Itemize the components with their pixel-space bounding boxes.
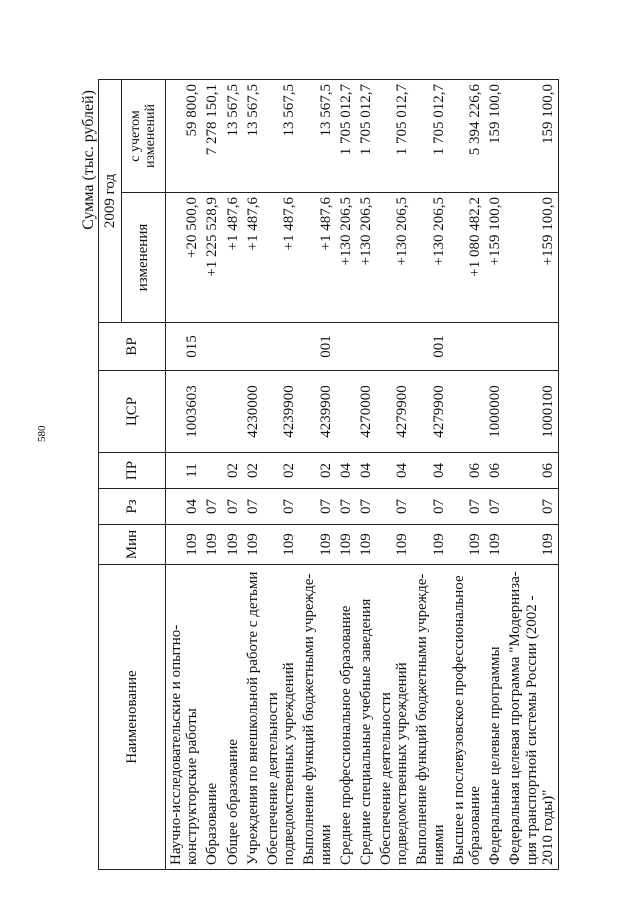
row-pr: 06 [505,453,558,489]
row-csr: 4239900 [263,371,299,453]
row-min: 109 [412,525,448,565]
row-total: 5 394 226,6 [449,79,485,192]
row-name: Образование [202,565,222,870]
row-min: 109 [166,525,203,565]
col-header-with-change: с учетом изменений [122,79,166,192]
page-number: 580 [36,425,48,442]
row-name: Высшее и послевузовское профессиональное образование [449,565,485,870]
row-rz: 07 [202,489,222,525]
table-row [336,79,356,869]
row-change: +1 487,6 [299,193,335,323]
row-min: 109 [202,525,222,565]
row-change: +130 206,5 [336,193,356,323]
row-csr [449,371,485,453]
row-min: 109 [263,525,299,565]
budget-table [98,79,559,870]
row-pr: 04 [376,453,412,489]
row-vr [449,323,485,371]
row-vr: 015 [166,323,203,371]
row-csr [202,371,222,453]
col-header-pr: ПР [99,453,166,489]
row-csr: 4270000 [356,371,376,453]
row-change: +159 100,0 [485,193,505,323]
row-pr: 04 [336,453,356,489]
row-change: +130 206,5 [376,193,412,323]
col-header-name: Наименование [99,565,166,870]
row-total: 159 100,0 [485,79,505,192]
row-pr: 04 [412,453,448,489]
row-rz: 07 [356,489,376,525]
row-name: Обеспечение деятельности подведомственных учреждений [263,565,299,870]
row-change: +159 100,0 [505,193,558,323]
row-csr: 4239900 [299,371,335,453]
row-change: +1 487,6 [263,193,299,323]
row-name: Выполнение функций бюджетными учрежде-ниями [412,565,448,870]
row-name: Обеспечение деятельности подведомственных учреждений [376,565,412,870]
table-row [263,79,299,869]
row-csr: 4279900 [412,371,448,453]
table-row [449,79,485,869]
row-rz: 07 [449,489,485,525]
col-header-csr: ЦСР [99,371,166,453]
row-name: Федеральная целевая программа "Модерниза-ция транспортной системы России (2002 - 2010 годы)" [505,565,558,870]
row-pr: 02 [263,453,299,489]
row-pr: 02 [299,453,335,489]
table-row [243,79,263,869]
rotated-table-stage [80,80,580,870]
row-vr [243,323,263,371]
row-vr [376,323,412,371]
row-vr [202,323,222,371]
row-rz: 07 [243,489,263,525]
row-total: 1 705 012,7 [336,79,356,192]
row-csr: 1000100 [505,371,558,453]
row-csr: 4279900 [376,371,412,453]
row-rz: 07 [485,489,505,525]
row-rz: 07 [299,489,335,525]
row-pr: 02 [223,453,243,489]
table-row [202,79,222,869]
col-header-min: Мин [99,525,166,565]
row-total: 1 705 012,7 [412,79,448,192]
row-csr: 1000000 [485,371,505,453]
row-csr: 1003603 [166,371,203,453]
row-change: +1 487,6 [223,193,243,323]
row-name: Научно-исследовательские и опытно-конструкторские работы [166,565,203,870]
row-vr: 001 [412,323,448,371]
row-change: +1 487,6 [243,193,263,323]
table-row [376,79,412,869]
row-pr: 02 [243,453,263,489]
row-vr [505,323,558,371]
row-pr: 04 [356,453,376,489]
row-total: 59 800,0 [166,79,203,192]
row-name: Среднее профессиональное образование [336,565,356,870]
table-row [223,79,243,869]
row-change: +1 080 482,2 [449,193,485,323]
row-pr: 06 [449,453,485,489]
row-csr [336,371,356,453]
row-min: 109 [336,525,356,565]
row-name: Выполнение функций бюджетными учрежде-ниями [299,565,335,870]
row-rz: 04 [166,489,203,525]
row-vr [485,323,505,371]
row-total: 13 567,5 [299,79,335,192]
row-name: Федеральные целевые программы [485,565,505,870]
table-body [166,79,559,869]
table-row [412,79,448,869]
row-total: 7 278 150,1 [202,79,222,192]
row-pr: 11 [166,453,203,489]
row-csr: 4230000 [243,371,263,453]
row-rz: 07 [263,489,299,525]
row-total: 13 567,5 [223,79,243,192]
row-rz: 07 [412,489,448,525]
row-name: Учреждения по внешкольной работе с детьми [243,565,263,870]
table-row [166,79,203,869]
row-name: Средние специальные учебные заведения [356,565,376,870]
col-header-rz: Рз [99,489,166,525]
row-min: 109 [299,525,335,565]
row-vr: 001 [299,323,335,371]
row-min: 109 [505,525,558,565]
row-vr [223,323,243,371]
row-name: Общее образование [223,565,243,870]
row-change: +20 500,0 [166,193,203,323]
row-total: 1 705 012,7 [376,79,412,192]
row-change: +130 206,5 [356,193,376,323]
row-min: 109 [243,525,263,565]
col-header-year: 2009 год [99,79,122,322]
row-min: 109 [223,525,243,565]
col-header-vr: ВР [99,323,166,371]
row-min: 109 [356,525,376,565]
table-row [485,79,505,869]
row-rz: 07 [376,489,412,525]
row-total: 159 100,0 [505,79,558,192]
row-min: 109 [485,525,505,565]
row-rz: 07 [223,489,243,525]
row-pr [202,453,222,489]
row-vr [263,323,299,371]
row-min: 109 [449,525,485,565]
row-change: +130 206,5 [412,193,448,323]
row-total: 1 705 012,7 [356,79,376,192]
row-rz: 07 [336,489,356,525]
table-header [99,79,166,869]
table-row [299,79,335,869]
col-header-change: изменения [122,193,166,323]
row-rz: 07 [505,489,558,525]
row-min: 109 [376,525,412,565]
row-total: 13 567,5 [243,79,263,192]
row-vr [356,323,376,371]
units-caption: Сумма (тыс. рублей) [80,90,97,230]
row-pr: 06 [485,453,505,489]
table-row [356,79,376,869]
table-row [505,79,558,869]
row-total: 13 567,5 [263,79,299,192]
row-change: +1 225 528,9 [202,193,222,323]
row-vr [336,323,356,371]
row-csr [223,371,243,453]
